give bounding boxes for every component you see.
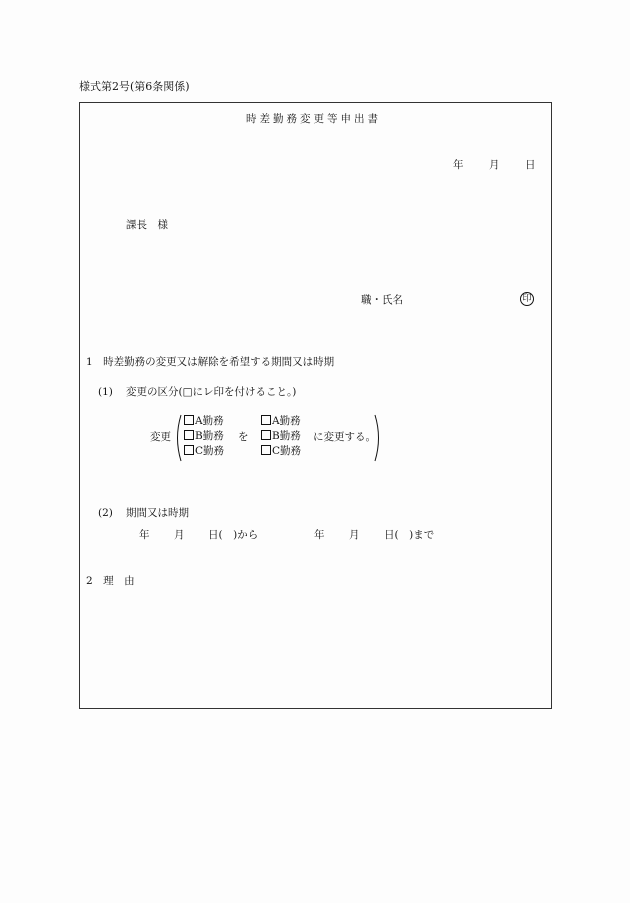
checkbox-icon[interactable] [184,430,194,440]
change-label: 変更 [150,431,171,443]
from-option-label: C勤務 [195,445,225,457]
period-end-month: 月 [349,529,360,541]
from-option-label: A勤務 [195,415,224,427]
checkbox-icon[interactable] [184,445,194,455]
date-day: 日 [525,159,536,171]
to-option-label: B勤務 [272,430,301,442]
section1-heading: 1 時差勤務の変更又は解除を希望する期間又は時期 [86,356,335,368]
seal-icon: 印 [520,292,534,306]
checkbox-icon[interactable] [261,415,271,425]
sub1-text: 変更の区分(□にレ印を付けること。) [126,386,297,398]
period-start-year: 年 [139,529,150,541]
to-option-a[interactable] [261,414,301,429]
to-option-label: C勤務 [272,445,302,457]
section2-heading: 2 理 由 [86,575,135,587]
period-end-year: 年 [314,529,325,541]
date-month: 月 [489,159,500,171]
sub2-text: 期間又は時期 [126,507,189,519]
right-paren [373,414,383,462]
to-option-label: A勤務 [272,415,301,427]
date-year: 年 [453,159,464,171]
period-start-month: 月 [174,529,185,541]
addressee: 課長 様 [126,219,168,231]
change-suffix: に変更する。 [313,431,376,443]
sub2-number: (2) [98,507,113,519]
period-end-day: 日( )まで [384,529,435,541]
left-paren [173,414,183,462]
checkbox-icon[interactable] [184,415,194,425]
from-option-c[interactable] [184,444,224,459]
to-option-c[interactable] [261,444,301,459]
to-option-b[interactable] [261,429,301,444]
checkbox-icon[interactable] [261,445,271,455]
form-number: 様式第2号(第6条関係) [79,80,190,93]
from-options [184,414,224,459]
from-option-b[interactable] [184,429,224,444]
from-option-label: B勤務 [195,430,224,442]
to-options [261,414,301,459]
connector-text: を [238,431,249,443]
checkbox-icon[interactable] [261,430,271,440]
sub1-number: (1) [98,386,113,398]
form-frame [79,102,552,709]
form-title: 時差勤務変更等申出書 [246,113,381,125]
period-start-day: 日( )から [208,529,259,541]
applicant-label: 職・氏名 [361,294,403,306]
from-option-a[interactable] [184,414,224,429]
